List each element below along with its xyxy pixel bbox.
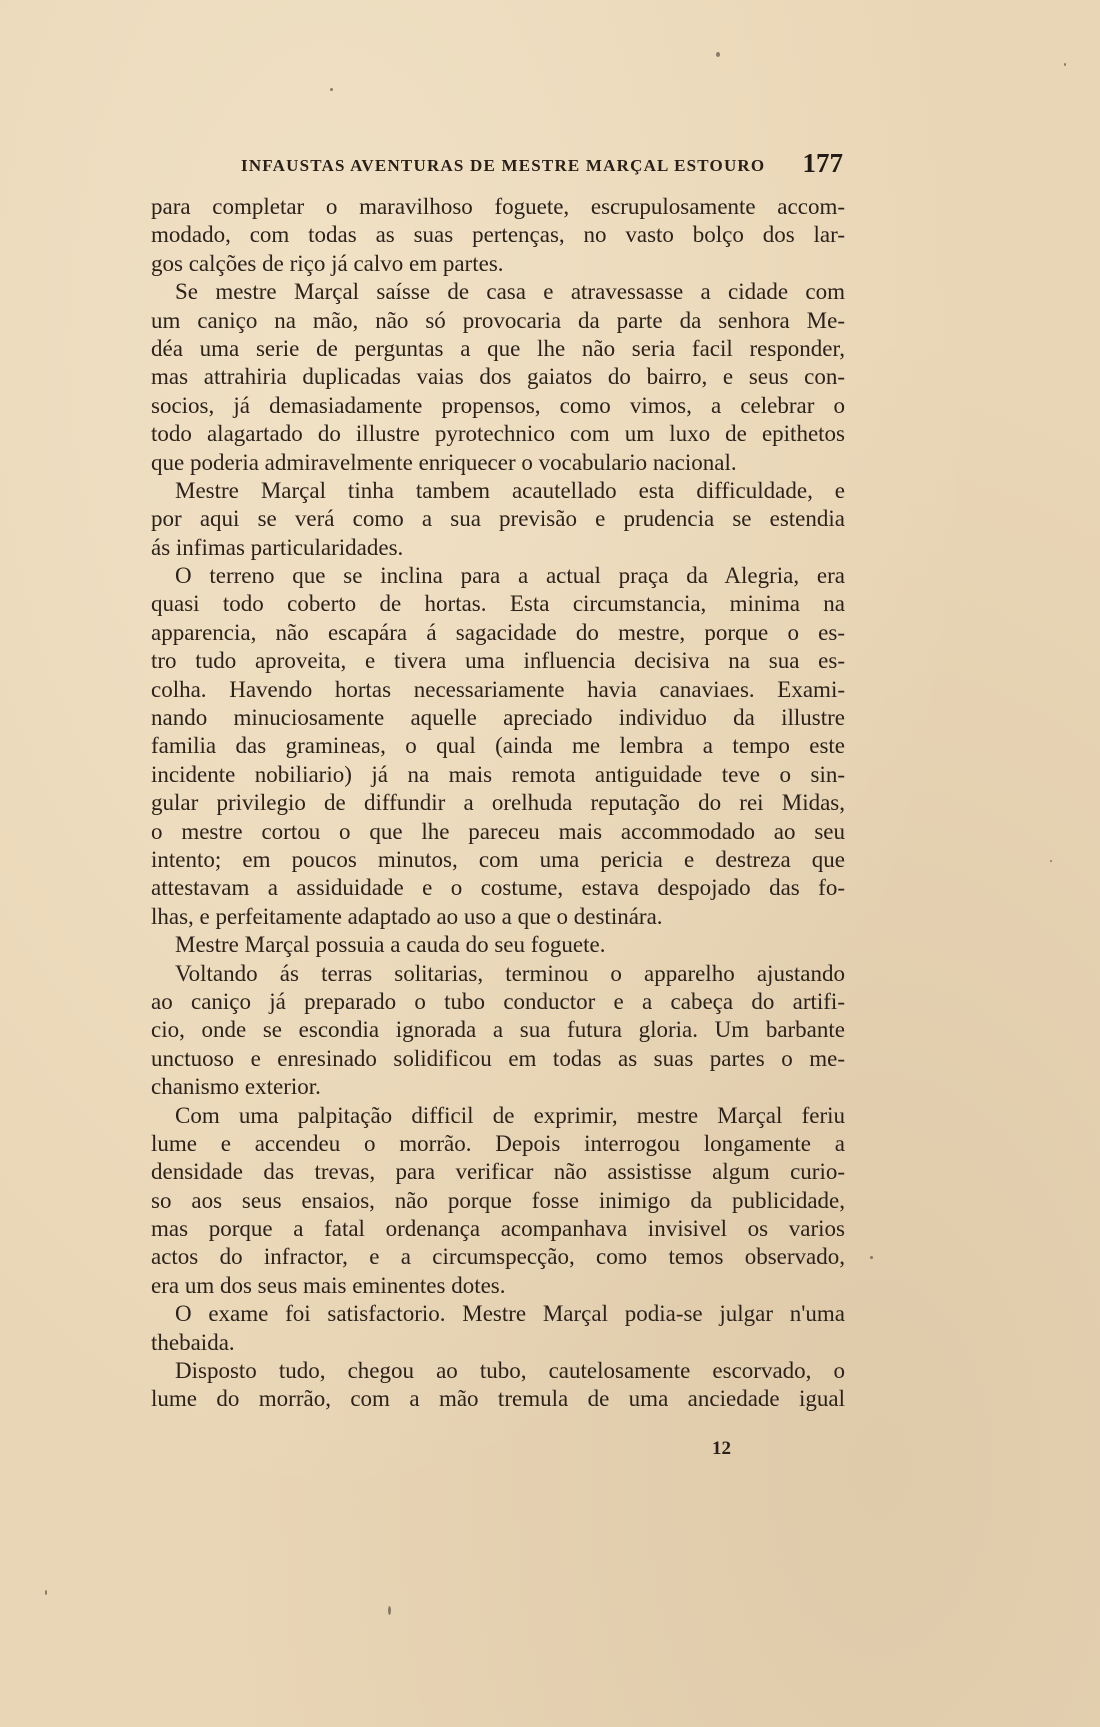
text-line: Voltando ás terras solitarias, terminou o apparelho ajustando: [175, 960, 845, 986]
text-line: Se mestre Marçal saísse de casa e atravessasse a cidade com: [175, 279, 845, 305]
text-line: Mestre Marçal tinha tambem acautellado esta difficuldade, e: [175, 477, 845, 503]
text-line: mas attrahiria duplicadas vaias dos gaiatos do bairro, e seus con-: [151, 364, 845, 390]
text-line: so aos seus ensaios, não porque fosse inimigo da publicidade,: [151, 1187, 845, 1213]
text-line: intento; em poucos minutos, com uma pericia e destreza que: [151, 846, 845, 872]
text-line: para completar o maravilhoso foguete, escrupulosamente accom-: [151, 194, 845, 219]
running-head: [151, 148, 845, 188]
text-line: ao caniço já preparado o tubo conductor e a cabeça do artifi-: [151, 988, 845, 1014]
text-line: Com uma palpitação difficil de exprimir, mestre Marçal feriu: [175, 1102, 845, 1128]
text-line: socios, já demasiadamente propensos, como vimos, a celebrar o: [151, 392, 845, 418]
text-line: quasi todo coberto de hortas. Esta circumstancia, minima na: [151, 591, 845, 617]
text-line: densidade das trevas, para verificar não assistisse algum curio-: [151, 1159, 845, 1185]
text-line: ás infimas particularidades.: [151, 534, 404, 560]
signature-mark: 12: [712, 1438, 731, 1459]
text-line: cio, onde se escondia ignorada a sua futura gloria. Um barbante: [151, 1017, 845, 1043]
text-line: lhas, e perfeitamente adaptado ao uso a que o destinára.: [151, 903, 663, 929]
text-line: o mestre cortou o que lhe pareceu mais accommodado ao seu: [151, 818, 845, 844]
running-title: INFAUSTAS AVENTURAS DE MESTRE MARÇAL ESTOURO: [241, 156, 766, 175]
text-line: actos do infractor, e a circumspecção, como temos observado,: [151, 1244, 845, 1270]
text-line: um caniço na mão, não só provocaria da parte da senhora Me-: [151, 307, 845, 333]
text-line: por aqui se verá como a sua previsão e prudencia se estendia: [151, 506, 845, 532]
text-line: gular privilegio de diffundir a orelhuda reputação do rei Midas,: [151, 790, 845, 816]
text-line: apparencia, não escapára á sagacidade do mestre, porque o es-: [151, 619, 845, 645]
text-line: lume do morrão, com a mão tremula de uma anciedade igual: [151, 1386, 845, 1412]
text-line: colha. Havendo hortas necessariamente havia canaviaes. Exami-: [151, 676, 845, 702]
body-text: [151, 193, 845, 1414]
text-line: déa uma serie de perguntas a que lhe não seria facil responder,: [151, 335, 845, 361]
text-line: thebaida.: [151, 1329, 235, 1355]
text-line: nando minuciosamente aquelle apreciado individuo da illustre: [151, 705, 845, 731]
text-line: gos calções de riço já calvo em partes.: [151, 250, 504, 276]
text-line: unctuoso e enresinado solidificou em todas as suas partes o me-: [151, 1045, 845, 1071]
text-line: incidente nobiliario) já na mais remota antiguidade teve o sin-: [151, 761, 845, 787]
text-line: que poderia admiravelmente enriquecer o vocabulario nacional.: [151, 449, 737, 475]
text-line: era um dos seus mais eminentes dotes.: [151, 1272, 506, 1298]
text-line: tro tudo aproveita, e tivera uma influencia decisiva na sua es-: [151, 648, 845, 674]
text-line: todo alagartado do illustre pyrotechnico com um luxo de epithetos: [151, 421, 845, 447]
text-line: Disposto tudo, chegou ao tubo, cautelosamente escorvado, o: [175, 1358, 845, 1384]
text-line: mas porque a fatal ordenança acompanhava invisivel os varios: [151, 1216, 845, 1242]
text-line: attestavam a assiduidade e o costume, estava despojado das fo-: [151, 875, 845, 901]
text-line: O exame foi satisfactorio. Mestre Marçal podia-se julgar n'uma: [175, 1301, 845, 1327]
text-line: chanismo exterior.: [151, 1074, 321, 1100]
page-number: 177: [802, 148, 843, 178]
text-line: familia das gramineas, o qual (ainda me lembra a tempo este: [151, 733, 845, 759]
text-line: modado, com todas as suas pertenças, no vasto bolço dos lar-: [151, 222, 845, 248]
text-line: O terreno que se inclina para a actual praça da Alegria, era: [175, 563, 845, 589]
text-line: lume e accendeu o morrão. Depois interrogou longamente a: [151, 1130, 845, 1156]
text-line: Mestre Marçal possuia a cauda do seu foguete.: [175, 932, 606, 958]
